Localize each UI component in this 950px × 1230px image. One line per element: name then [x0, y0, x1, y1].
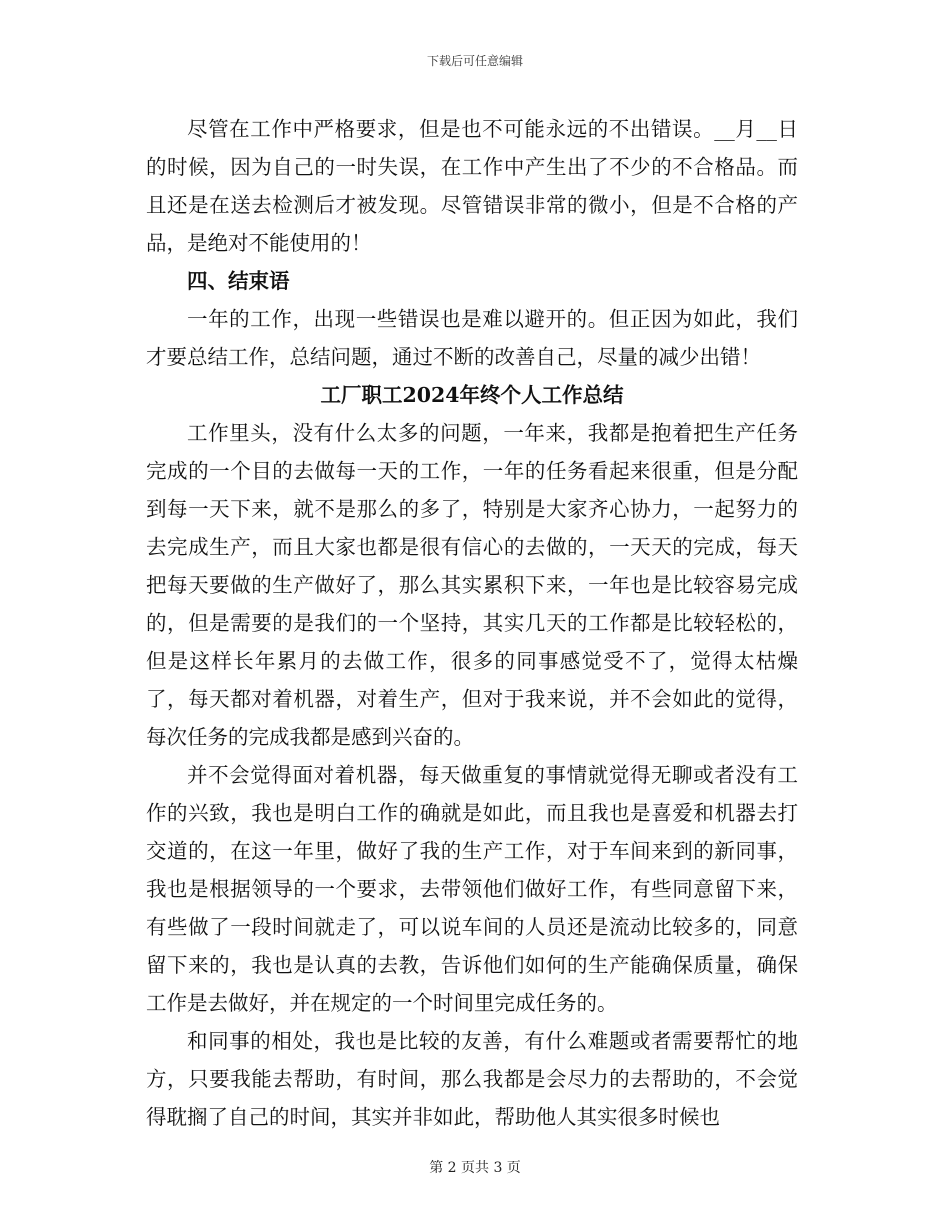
- paragraph-2: 一年的工作，出现一些错误也是难以避开的。但正因为如此，我们才要总结工作，总结问题，通过不断的改善自己，尽量的减少出错！: [146, 307, 798, 369]
- paragraph-1: 尽管在工作中严格要求，但是也不可能永远的不出错误。__月__日的时候，因为自己的一时失误，在工作中产生出了不少的不合格品。而且还是在送去检测后才被发现。尽管错误非常的微小，但是不合格的产品，是绝对不能使用的！: [146, 117, 798, 255]
- page-number: 第 2 页共 3 页: [429, 1160, 521, 1176]
- page-header-note: 下载后可任意编辑: [426, 54, 523, 68]
- section-heading-4: 四、结束语: [187, 269, 290, 293]
- paragraph-3: 工作里头，没有什么太多的问题，一年来，我都是抱着把生产任务完成的一个目的去做每一天的工作，一年的任务看起来很重，但是分配到每一天下来，就不是那么的多了，特别是大家齐心协力，一起努力的去完成生产，而且大家也都是很有信心的去做的，一天天的完成，每天把每天要做的生产做好了，那么其实累积下来，一年也是比较容易完成的，但是需要的是我们的一个坚持，其实几天的工作都是比较轻松的，但是这样长年累月的去做工作，很多的同事感觉受不了，觉得太枯燥了，每天都对着机器，对着生产，但对于我来说，并不会如此的觉得，每次任务的完成我都是感到兴奋的。: [146, 421, 798, 749]
- document-body: [146, 110, 798, 1136]
- document-title: 工厂职工2024年终个人工作总结: [320, 383, 624, 407]
- paragraph-4: 并不会觉得面对着机器，每天做重复的事情就觉得无聊或者没有工作的兴致，我也是明白工作的确就是如此，而且我也是喜爱和机器去打交道的，在这一年里，做好了我的生产工作，对于车间来到的新同事，我也是根据领导的一个要求，去带领他们做好工作，有些同意留下来，有些做了一段时间就走了，可以说车间的人员还是流动比较多的，同意留下来的，我也是认真的去教，告诉他们如何的生产能确保质量，确保工作是去做好，并在规定的一个时间里完成任务的。: [146, 763, 798, 1015]
- paragraph-5: 和同事的相处，我也是比较的友善，有什么难题或者需要帮忙的地方，只要我能去帮助，有时间，那么我都是会尽力的去帮助的，不会觉得耽搁了自己的时间，其实并非如此，帮助他人其实很多时候也: [146, 1029, 798, 1129]
